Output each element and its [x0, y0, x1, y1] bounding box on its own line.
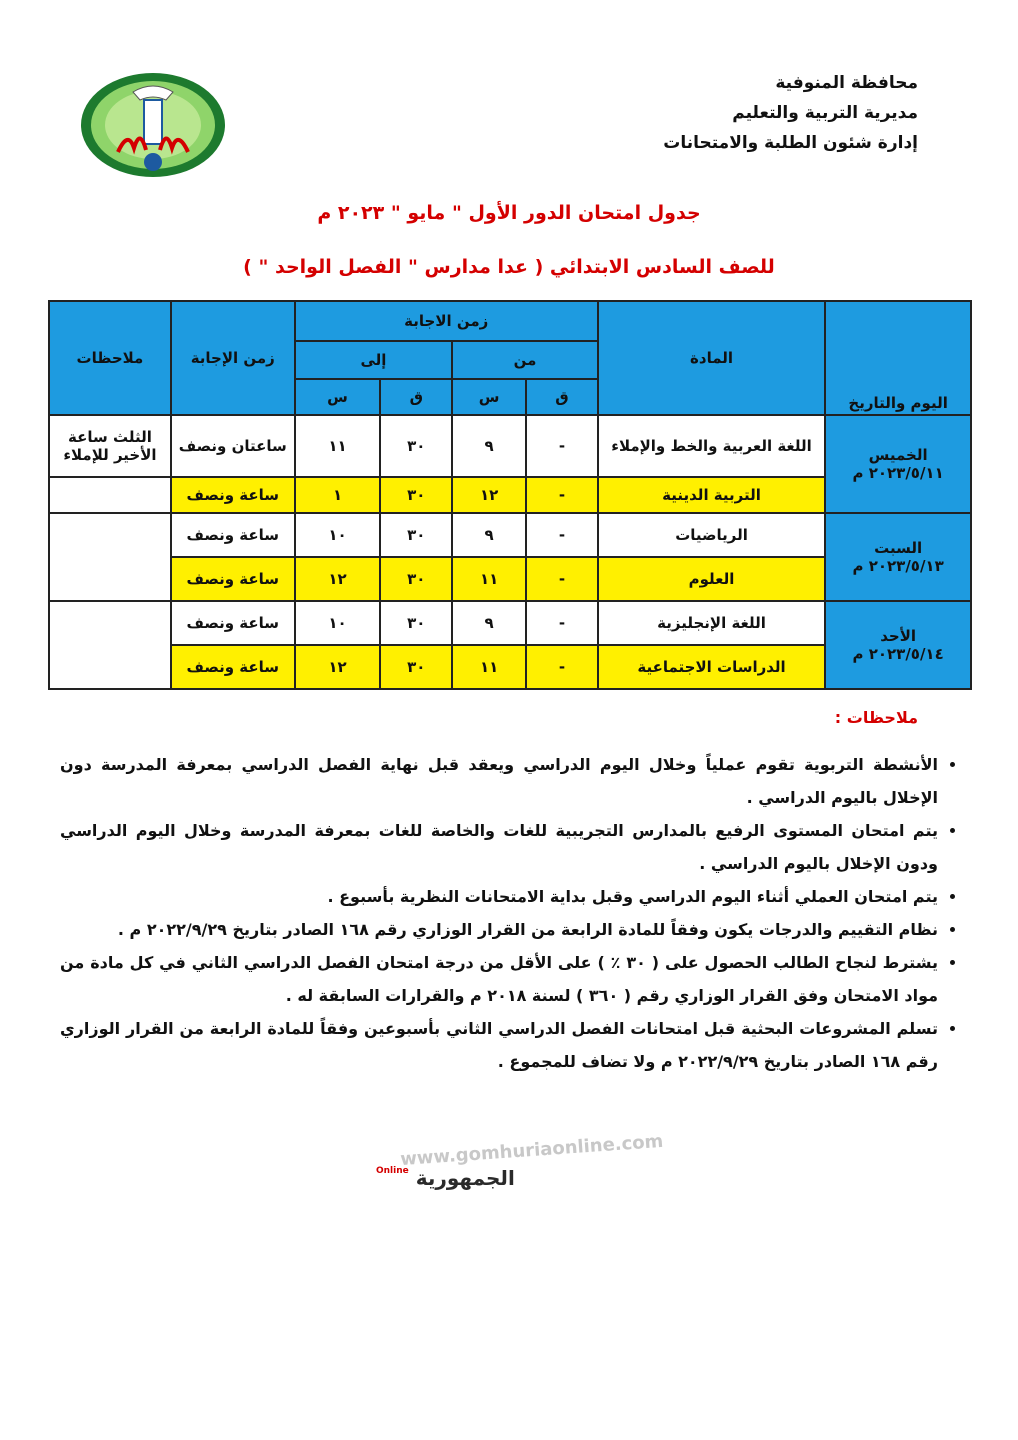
- header-governorate: محافظة المنوفية: [775, 73, 918, 93]
- list-item: • يتم امتحان المستوى الرفيع بالمدارس التجريبية للغات والخاصة للغات بمعرفة المدرسة وخلال اليوم الدراسي ودون الإخلال باليوم الدراسي .: [60, 814, 938, 880]
- from-hours-cell: ١٢: [452, 477, 526, 513]
- header-subject: المادة: [598, 301, 825, 415]
- day-date: ٢٠٢٣/٥/١١ م: [852, 464, 944, 482]
- day-name: السبت: [874, 539, 923, 557]
- subject-cell: الدراسات الاجتماعية: [598, 645, 825, 689]
- header-notes: ملاحظات: [49, 301, 171, 415]
- list-item: • الأنشطة التربوية تقوم عملياً وخلال اليوم الدراسي ويعقد قبل نهاية الفصل الدراسي بمعرفة المدرسة دون الإخلال باليوم الدراسي .: [60, 748, 938, 814]
- subject-cell: الرياضيات: [598, 513, 825, 557]
- exam-schedule-title: جدول امتحان الدور الأول " مايو " ٢٠٢٣ م: [317, 202, 701, 224]
- notes-list: [60, 748, 960, 1078]
- list-item: • نظام التقييم والدرجات يكون وفقاً للمادة الرابعة من القرار الوزاري رقم ١٦٨ الصادر بتاريخ ٢٠٢٢/٩/٢٩ م .: [60, 913, 938, 946]
- day-name: الخميس: [868, 446, 928, 464]
- watermark-brand-logo: [376, 1166, 515, 1190]
- list-item: • يشترط لنجاح الطالب الحصول على ( ٣٠ ٪ ) على الأقل من درجة امتحان الفصل الدراسي الثاني في كل مادة من مواد الامتحان وفق القرار الوزاري رقم ( ٣٦٠ ) لسنة ٢٠١٨ م والقرارات السابقة له .: [60, 946, 938, 1012]
- subject-cell: التربية الدينية: [598, 477, 825, 513]
- header-directorate: مديرية التربية والتعليم: [732, 103, 918, 123]
- duration-cell: ساعة ونصف: [171, 601, 295, 645]
- watermark-url: www.gomhuriaonline.com: [399, 1130, 664, 1171]
- watermark-brand-tag: Online: [376, 1166, 409, 1176]
- exam-schedule-table: [48, 300, 972, 690]
- from-hours-cell: ٩: [452, 601, 526, 645]
- to-hours-cell: ١٠: [295, 601, 381, 645]
- from-hours-cell: ٩: [452, 513, 526, 557]
- day-date: ٢٠٢٣/٥/١٣ م: [852, 557, 944, 575]
- notes-label: ملاحظات :: [834, 708, 918, 727]
- header-day-date: اليوم والتاريخ: [825, 301, 971, 415]
- day-date-cell: [825, 513, 971, 601]
- to-minutes-cell: ٣٠: [380, 477, 452, 513]
- day-name: الأحد: [880, 627, 917, 645]
- to-minutes-cell: ٣٠: [380, 415, 452, 477]
- day-date-cell: [825, 601, 971, 689]
- from-hours-cell: ١١: [452, 557, 526, 601]
- to-minutes-cell: ٣٠: [380, 601, 452, 645]
- table-row: [49, 601, 971, 645]
- from-minutes-cell: -: [526, 513, 598, 557]
- duration-cell: ساعتان ونصف: [171, 415, 295, 477]
- from-minutes-cell: -: [526, 645, 598, 689]
- header-to-minutes: ق: [380, 379, 452, 415]
- to-minutes-cell: ٣٠: [380, 557, 452, 601]
- from-hours-cell: ٩: [452, 415, 526, 477]
- duration-cell: ساعة ونصف: [171, 477, 295, 513]
- header-duration: زمن الإجابة: [171, 301, 295, 415]
- to-hours-cell: ١٢: [295, 557, 381, 601]
- list-item: • تسلم المشروعات البحثية قبل امتحانات الفصل الدراسي الثاني بأسبوعين وفقاً للمادة الرابعة من القرار الوزاري رقم ١٦٨ الصادر بتاريخ ٢٠٢٢/٩/٢٩ م ولا تضاف للمجموع .: [60, 1012, 938, 1078]
- header-answer-time-group: زمن الاجابة: [295, 301, 598, 341]
- governorate-logo-icon: [78, 70, 228, 180]
- note-cell: [49, 513, 171, 601]
- from-minutes-cell: -: [526, 601, 598, 645]
- watermark-brand-name: الجمهورية: [415, 1166, 515, 1190]
- to-hours-cell: ١٢: [295, 645, 381, 689]
- duration-cell: ساعة ونصف: [171, 645, 295, 689]
- header-from-minutes: ق: [526, 379, 598, 415]
- note-cell: الثلث ساعة الأخير للإملاء: [49, 415, 171, 477]
- to-hours-cell: ١: [295, 477, 381, 513]
- table-row: [49, 415, 971, 477]
- duration-cell: ساعة ونصف: [171, 557, 295, 601]
- from-minutes-cell: -: [526, 477, 598, 513]
- header-from-hours: س: [452, 379, 526, 415]
- watermark: [360, 1130, 680, 1200]
- header-to: إلى: [295, 341, 453, 379]
- from-minutes-cell: -: [526, 415, 598, 477]
- subject-cell: اللغة الإنجليزية: [598, 601, 825, 645]
- header-from: من: [452, 341, 598, 379]
- header-to-hours: س: [295, 379, 381, 415]
- subject-cell: العلوم: [598, 557, 825, 601]
- exam-schedule-subtitle: للصف السادس الابتدائي ( عدا مدارس " الفصل الواحد " ): [243, 256, 775, 278]
- day-date-cell: [825, 415, 971, 513]
- subject-cell: اللغة العربية والخط والإملاء: [598, 415, 825, 477]
- list-item: • يتم امتحان العملي أثناء اليوم الدراسي وقبل بداية الامتحانات النظرية بأسبوع .: [60, 880, 938, 913]
- table-row: [49, 513, 971, 557]
- from-hours-cell: ١١: [452, 645, 526, 689]
- day-date: ٢٠٢٣/٥/١٤ م: [852, 645, 944, 663]
- to-hours-cell: ١١: [295, 415, 381, 477]
- to-minutes-cell: ٣٠: [380, 513, 452, 557]
- to-minutes-cell: ٣٠: [380, 645, 452, 689]
- note-cell: [49, 477, 171, 513]
- note-cell: [49, 601, 171, 689]
- duration-cell: ساعة ونصف: [171, 513, 295, 557]
- header-department: إدارة شئون الطلبة والامتحانات: [663, 133, 918, 153]
- to-hours-cell: ١٠: [295, 513, 381, 557]
- from-minutes-cell: -: [526, 557, 598, 601]
- directorate-header: [618, 68, 918, 158]
